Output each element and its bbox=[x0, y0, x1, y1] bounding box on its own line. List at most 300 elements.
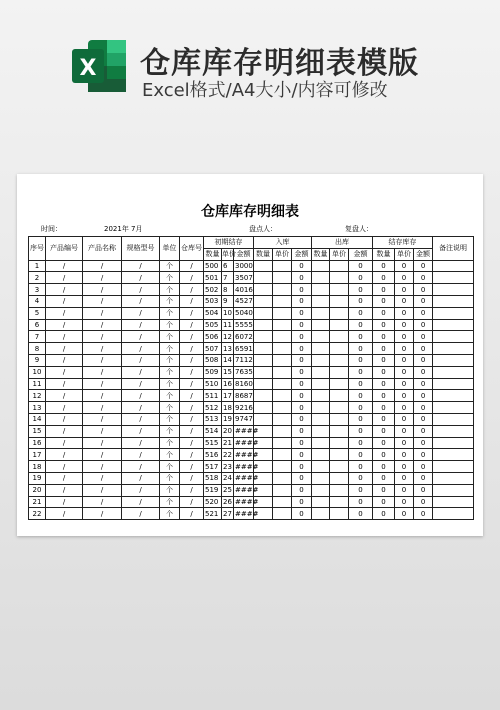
closing-amount-cell: 0 bbox=[414, 331, 433, 343]
warehouse-cell: / bbox=[180, 508, 204, 520]
warehouse-cell: / bbox=[180, 307, 204, 319]
closing-qty-cell: 0 bbox=[373, 343, 395, 355]
product-name-cell: / bbox=[83, 272, 122, 284]
product-code-cell: / bbox=[46, 425, 83, 437]
opening-qty-cell: 521 bbox=[204, 508, 222, 520]
table-row bbox=[29, 437, 474, 449]
opening-qty-cell: 508 bbox=[204, 354, 222, 366]
closing-amount-cell: 0 bbox=[414, 425, 433, 437]
product-code-cell: / bbox=[46, 307, 83, 319]
banner-subtitle: Excel格式/A4大小/内容可修改 bbox=[142, 80, 388, 101]
outbound-qty-cell bbox=[312, 472, 330, 484]
product-name-cell: / bbox=[83, 343, 122, 355]
closing-amount-cell: 0 bbox=[414, 295, 433, 307]
warehouse-cell: / bbox=[180, 284, 204, 296]
inbound-amount-cell: 0 bbox=[292, 378, 312, 390]
closing-qty-cell: 0 bbox=[373, 484, 395, 496]
outbound-qty-cell bbox=[312, 260, 330, 272]
sheet-title: 仓库库存明细表 bbox=[201, 204, 299, 220]
opening-price-cell: 8 bbox=[222, 284, 234, 296]
closing-price-cell: 0 bbox=[395, 272, 414, 284]
outbound-amount-cell: 0 bbox=[349, 508, 373, 520]
unit-cell: 个 bbox=[160, 425, 180, 437]
row-number-cell: 14 bbox=[29, 413, 46, 425]
row-number-cell: 12 bbox=[29, 390, 46, 402]
inbound-amount-cell: 0 bbox=[292, 449, 312, 461]
spec-cell: / bbox=[122, 508, 160, 520]
opening-amount-cell: #### bbox=[235, 427, 259, 436]
product-code-cell: / bbox=[46, 437, 83, 449]
outbound-qty-cell bbox=[312, 295, 330, 307]
opening-amount-cell: 9747 bbox=[235, 415, 253, 424]
spec-cell: / bbox=[122, 307, 160, 319]
opening-price-cell: 6 bbox=[222, 260, 234, 272]
remarks-cell bbox=[433, 272, 474, 284]
inbound-amount-cell: 0 bbox=[292, 461, 312, 473]
opening-amount-cell: 4016 bbox=[235, 285, 253, 294]
row-number-cell: 15 bbox=[29, 425, 46, 437]
opening-amount-cell: 8687 bbox=[235, 391, 253, 400]
inbound-amount-cell: 0 bbox=[292, 508, 312, 520]
closing-qty-cell: 0 bbox=[373, 295, 395, 307]
outbound-price-cell bbox=[330, 496, 349, 508]
outbound-price-cell bbox=[330, 307, 349, 319]
spec-cell: / bbox=[122, 402, 160, 414]
closing-price-cell: 0 bbox=[395, 425, 414, 437]
remarks-cell bbox=[433, 402, 474, 414]
closing-price-cell: 0 bbox=[395, 402, 414, 414]
product-name-cell: / bbox=[83, 307, 122, 319]
closing-price-cell: 0 bbox=[395, 449, 414, 461]
inbound-price-cell bbox=[273, 413, 292, 425]
product-code-cell: / bbox=[46, 284, 83, 296]
product-code-cell: / bbox=[46, 508, 83, 520]
counter-label: 盘点人： bbox=[249, 225, 277, 233]
opening-qty-cell: 514 bbox=[204, 425, 222, 437]
opening-amount-cell: #### bbox=[235, 462, 259, 471]
warehouse-cell: / bbox=[180, 461, 204, 473]
inbound-amount-cell: 0 bbox=[292, 413, 312, 425]
product-name-cell: / bbox=[83, 413, 122, 425]
closing-price-cell: 0 bbox=[395, 319, 414, 331]
closing-qty-cell: 0 bbox=[373, 260, 395, 272]
opening-qty-cell: 518 bbox=[204, 472, 222, 484]
outbound-qty-cell bbox=[312, 437, 330, 449]
opening-price-cell: 11 bbox=[223, 320, 232, 329]
product-code-cell: / bbox=[46, 319, 83, 331]
outbound-amount-cell: 0 bbox=[349, 284, 373, 296]
product-name-cell: / bbox=[83, 390, 122, 402]
closing-amount-cell: 0 bbox=[414, 354, 433, 366]
product-name-cell: / bbox=[83, 437, 122, 449]
unit-cell: 个 bbox=[160, 472, 180, 484]
warehouse-cell: / bbox=[180, 331, 204, 343]
outbound-price-cell bbox=[330, 425, 349, 437]
col-header-unit: 单位 bbox=[160, 237, 180, 261]
opening-amount-cell: 3507 bbox=[235, 273, 253, 282]
inbound-qty-cell bbox=[254, 307, 273, 319]
outbound-amount-cell: 0 bbox=[349, 343, 373, 355]
product-name-cell: / bbox=[83, 260, 122, 272]
warehouse-cell: / bbox=[180, 402, 204, 414]
opening-price-cell: 23 bbox=[223, 462, 232, 471]
outbound-qty-cell bbox=[312, 378, 330, 390]
product-name-cell: / bbox=[83, 331, 122, 343]
row-number-cell: 16 bbox=[29, 437, 46, 449]
inbound-price-cell bbox=[273, 484, 292, 496]
opening-qty-cell: 505 bbox=[204, 319, 222, 331]
opening-amount-cell: #### bbox=[235, 438, 259, 447]
outbound-qty-cell bbox=[312, 425, 330, 437]
row-number-cell: 6 bbox=[29, 319, 46, 331]
remarks-cell bbox=[433, 390, 474, 402]
table-row bbox=[29, 284, 474, 296]
inbound-amount-cell: 0 bbox=[292, 284, 312, 296]
spec-cell: / bbox=[122, 472, 160, 484]
warehouse-cell: / bbox=[180, 319, 204, 331]
closing-amount-cell: 0 bbox=[414, 508, 433, 520]
closing-amount-cell: 0 bbox=[414, 437, 433, 449]
closing-price-cell: 0 bbox=[395, 354, 414, 366]
closing-amount-cell: 0 bbox=[414, 484, 433, 496]
closing-amount-cell: 0 bbox=[414, 413, 433, 425]
outbound-price-cell bbox=[330, 449, 349, 461]
outbound-qty-cell bbox=[312, 496, 330, 508]
outbound-amount-cell: 0 bbox=[349, 378, 373, 390]
table-row bbox=[29, 484, 474, 496]
opening-qty-cell: 512 bbox=[204, 402, 222, 414]
banner bbox=[0, 0, 500, 160]
spec-cell: / bbox=[122, 378, 160, 390]
table-row bbox=[29, 307, 474, 319]
unit-cell: 个 bbox=[160, 484, 180, 496]
outbound-amount-cell: 0 bbox=[349, 366, 373, 378]
spec-cell: / bbox=[122, 260, 160, 272]
remarks-cell bbox=[433, 378, 474, 390]
outbound-price-cell bbox=[330, 260, 349, 272]
outbound-qty-cell bbox=[312, 402, 330, 414]
inbound-qty-cell bbox=[254, 354, 273, 366]
opening-price-cell: 21 bbox=[223, 438, 232, 447]
table-row bbox=[29, 331, 474, 343]
spec-cell: / bbox=[122, 295, 160, 307]
inbound-amount-cell: 0 bbox=[292, 331, 312, 343]
remarks-cell bbox=[433, 284, 474, 296]
row-number-cell: 3 bbox=[29, 284, 46, 296]
opening-price-cell: 15 bbox=[223, 368, 232, 377]
outbound-price-cell bbox=[330, 319, 349, 331]
col-header-name: 产品名称 bbox=[83, 237, 122, 261]
product-code-cell: / bbox=[46, 413, 83, 425]
closing-qty-cell: 0 bbox=[373, 319, 395, 331]
opening-amount-cell: #### bbox=[235, 509, 259, 518]
unit-cell: 个 bbox=[160, 508, 180, 520]
product-code-cell: / bbox=[46, 461, 83, 473]
row-number-cell: 1 bbox=[29, 260, 46, 272]
inbound-price-cell bbox=[273, 402, 292, 414]
spec-cell: / bbox=[122, 425, 160, 437]
closing-qty-cell: 0 bbox=[373, 284, 395, 296]
outbound-price-cell bbox=[330, 437, 349, 449]
closing-qty-cell: 0 bbox=[373, 437, 395, 449]
outbound-price-cell bbox=[330, 508, 349, 520]
inbound-price-cell bbox=[273, 307, 292, 319]
product-code-cell: / bbox=[46, 295, 83, 307]
unit-cell: 个 bbox=[160, 496, 180, 508]
opening-qty-cell: 516 bbox=[204, 449, 222, 461]
opening-qty-cell: 517 bbox=[204, 461, 222, 473]
outbound-amount-cell: 0 bbox=[349, 484, 373, 496]
closing-qty-cell: 0 bbox=[373, 272, 395, 284]
table-row bbox=[29, 425, 474, 437]
time-label: 时间： bbox=[41, 225, 62, 233]
product-name-cell: / bbox=[83, 508, 122, 520]
closing-amount-cell: 0 bbox=[414, 319, 433, 331]
time-value: 2021年 7月 bbox=[104, 225, 143, 233]
table-row bbox=[29, 295, 474, 307]
opening-qty-cell: 515 bbox=[204, 437, 222, 449]
unit-cell: 个 bbox=[160, 390, 180, 402]
product-name-cell: / bbox=[83, 461, 122, 473]
product-code-cell: / bbox=[46, 472, 83, 484]
outbound-amount-cell: 0 bbox=[349, 354, 373, 366]
logo-letter: X bbox=[79, 56, 97, 81]
inbound-amount-cell: 0 bbox=[292, 472, 312, 484]
product-name-cell: / bbox=[83, 484, 122, 496]
opening-amount-cell: 7112 bbox=[235, 356, 253, 365]
outbound-price-cell bbox=[330, 343, 349, 355]
outbound-qty-cell bbox=[312, 508, 330, 520]
row-number-cell: 17 bbox=[29, 449, 46, 461]
table-row bbox=[29, 366, 474, 378]
sub-header-amount: 金额 bbox=[414, 248, 433, 260]
inbound-qty-cell bbox=[254, 343, 273, 355]
closing-amount-cell: 0 bbox=[414, 307, 433, 319]
unit-cell: 个 bbox=[160, 331, 180, 343]
col-header-warehouse: 仓库号 bbox=[180, 237, 204, 261]
product-code-cell: / bbox=[46, 331, 83, 343]
closing-amount-cell: 0 bbox=[414, 343, 433, 355]
col-header-no: 序号 bbox=[29, 237, 46, 261]
inbound-price-cell bbox=[273, 295, 292, 307]
unit-cell: 个 bbox=[160, 402, 180, 414]
sub-header-qty: 数量 bbox=[313, 250, 328, 259]
sub-header-qty: 数量 bbox=[205, 250, 220, 259]
inbound-qty-cell bbox=[254, 413, 273, 425]
outbound-amount-cell: 0 bbox=[349, 425, 373, 437]
product-name-cell: / bbox=[83, 425, 122, 437]
opening-price-cell: 13 bbox=[223, 344, 232, 353]
opening-price-cell: 18 bbox=[223, 403, 232, 412]
warehouse-cell: / bbox=[180, 472, 204, 484]
remarks-cell bbox=[433, 437, 474, 449]
remarks-cell bbox=[433, 413, 474, 425]
closing-amount-cell: 0 bbox=[414, 402, 433, 414]
outbound-price-cell bbox=[330, 295, 349, 307]
sub-header-amount: 金额 bbox=[349, 248, 373, 260]
unit-cell: 个 bbox=[160, 319, 180, 331]
inbound-amount-cell: 0 bbox=[292, 484, 312, 496]
warehouse-cell: / bbox=[180, 425, 204, 437]
spec-cell: / bbox=[122, 366, 160, 378]
closing-amount-cell: 0 bbox=[414, 284, 433, 296]
outbound-price-cell bbox=[330, 366, 349, 378]
closing-price-cell: 0 bbox=[395, 343, 414, 355]
remarks-cell bbox=[433, 354, 474, 366]
spec-cell: / bbox=[122, 284, 160, 296]
opening-price-cell: 16 bbox=[223, 379, 232, 388]
product-name-cell: / bbox=[83, 402, 122, 414]
closing-amount-cell: 0 bbox=[414, 461, 433, 473]
outbound-price-cell bbox=[330, 354, 349, 366]
closing-price-cell: 0 bbox=[395, 284, 414, 296]
closing-qty-cell: 0 bbox=[373, 472, 395, 484]
inbound-price-cell bbox=[273, 378, 292, 390]
unit-cell: 个 bbox=[160, 295, 180, 307]
sub-header-amount: 金额 bbox=[234, 248, 254, 260]
product-code-cell: / bbox=[46, 366, 83, 378]
closing-qty-cell: 0 bbox=[373, 425, 395, 437]
inbound-qty-cell bbox=[254, 378, 273, 390]
closing-qty-cell: 0 bbox=[373, 378, 395, 390]
closing-price-cell: 0 bbox=[395, 508, 414, 520]
inbound-price-cell bbox=[273, 354, 292, 366]
outbound-amount-cell: 0 bbox=[349, 413, 373, 425]
outbound-amount-cell: 0 bbox=[349, 461, 373, 473]
col-header-spec: 规格型号 bbox=[122, 237, 160, 261]
closing-amount-cell: 0 bbox=[414, 390, 433, 402]
closing-price-cell: 0 bbox=[395, 307, 414, 319]
spec-cell: / bbox=[122, 319, 160, 331]
opening-price-cell: 24 bbox=[223, 474, 232, 483]
closing-price-cell: 0 bbox=[395, 378, 414, 390]
spec-cell: / bbox=[122, 272, 160, 284]
inbound-amount-cell: 0 bbox=[292, 272, 312, 284]
closing-price-cell: 0 bbox=[395, 496, 414, 508]
product-name-cell: / bbox=[83, 472, 122, 484]
outbound-qty-cell bbox=[312, 390, 330, 402]
warehouse-cell: / bbox=[180, 366, 204, 378]
table-row bbox=[29, 390, 474, 402]
spec-cell: / bbox=[122, 331, 160, 343]
opening-amount-cell: 4527 bbox=[235, 297, 253, 306]
unit-cell: 个 bbox=[160, 461, 180, 473]
closing-price-cell: 0 bbox=[395, 461, 414, 473]
warehouse-cell: / bbox=[180, 343, 204, 355]
remarks-cell bbox=[433, 319, 474, 331]
closing-price-cell: 0 bbox=[395, 437, 414, 449]
col-header-remarks: 备注说明 bbox=[433, 237, 474, 261]
outbound-amount-cell: 0 bbox=[349, 319, 373, 331]
inbound-price-cell bbox=[273, 343, 292, 355]
row-number-cell: 4 bbox=[29, 295, 46, 307]
product-name-cell: / bbox=[83, 354, 122, 366]
closing-price-cell: 0 bbox=[395, 295, 414, 307]
inbound-price-cell bbox=[273, 390, 292, 402]
product-name-cell: / bbox=[83, 366, 122, 378]
opening-price-cell: 26 bbox=[223, 497, 232, 506]
spec-cell: / bbox=[122, 413, 160, 425]
product-name-cell: / bbox=[83, 319, 122, 331]
row-number-cell: 8 bbox=[29, 343, 46, 355]
opening-amount-cell: 6591 bbox=[235, 344, 253, 353]
spec-cell: / bbox=[122, 496, 160, 508]
opening-amount-cell: 6072 bbox=[235, 332, 253, 341]
inbound-price-cell bbox=[273, 366, 292, 378]
outbound-qty-cell bbox=[312, 484, 330, 496]
outbound-qty-cell bbox=[312, 461, 330, 473]
opening-price-cell: 25 bbox=[223, 486, 232, 495]
remarks-cell bbox=[433, 307, 474, 319]
table-row bbox=[29, 472, 474, 484]
product-code-cell: / bbox=[46, 343, 83, 355]
inbound-amount-cell: 0 bbox=[292, 425, 312, 437]
outbound-qty-cell bbox=[312, 331, 330, 343]
warehouse-cell: / bbox=[180, 496, 204, 508]
row-number-cell: 18 bbox=[29, 461, 46, 473]
outbound-amount-cell: 0 bbox=[349, 449, 373, 461]
unit-cell: 个 bbox=[160, 413, 180, 425]
outbound-qty-cell bbox=[312, 413, 330, 425]
inbound-amount-cell: 0 bbox=[292, 295, 312, 307]
opening-qty-cell: 509 bbox=[204, 366, 222, 378]
closing-amount-cell: 0 bbox=[414, 496, 433, 508]
remarks-cell bbox=[433, 461, 474, 473]
sub-header-qty: 数量 bbox=[373, 248, 395, 260]
closing-qty-cell: 0 bbox=[373, 496, 395, 508]
warehouse-cell: / bbox=[180, 295, 204, 307]
opening-amount-cell: 9216 bbox=[235, 403, 253, 412]
unit-cell: 个 bbox=[160, 437, 180, 449]
opening-price-cell: 17 bbox=[223, 391, 232, 400]
inbound-price-cell bbox=[273, 331, 292, 343]
warehouse-cell: / bbox=[180, 413, 204, 425]
inventory-table bbox=[28, 236, 474, 520]
spec-cell: / bbox=[122, 343, 160, 355]
table-row bbox=[29, 496, 474, 508]
inbound-price-cell bbox=[273, 508, 292, 520]
remarks-cell bbox=[433, 425, 474, 437]
table-row bbox=[29, 378, 474, 390]
outbound-amount-cell: 0 bbox=[349, 295, 373, 307]
outbound-price-cell bbox=[330, 402, 349, 414]
table-row bbox=[29, 449, 474, 461]
inbound-price-cell bbox=[273, 461, 292, 473]
closing-qty-cell: 0 bbox=[373, 390, 395, 402]
opening-amount-cell: #### bbox=[235, 486, 259, 495]
col-header-outbound: 出库 bbox=[312, 237, 373, 249]
opening-price-cell: 12 bbox=[223, 332, 232, 341]
opening-qty-cell: 501 bbox=[204, 272, 222, 284]
opening-qty-cell: 500 bbox=[204, 260, 222, 272]
closing-qty-cell: 0 bbox=[373, 508, 395, 520]
outbound-qty-cell bbox=[312, 272, 330, 284]
outbound-qty-cell bbox=[312, 319, 330, 331]
outbound-amount-cell: 0 bbox=[349, 390, 373, 402]
closing-price-cell: 0 bbox=[395, 260, 414, 272]
opening-amount-cell: 7635 bbox=[235, 368, 253, 377]
unit-cell: 个 bbox=[160, 343, 180, 355]
closing-amount-cell: 0 bbox=[414, 472, 433, 484]
closing-amount-cell: 0 bbox=[414, 449, 433, 461]
spec-cell: / bbox=[122, 461, 160, 473]
opening-qty-cell: 510 bbox=[204, 378, 222, 390]
product-code-cell: / bbox=[46, 378, 83, 390]
table-body bbox=[29, 260, 474, 520]
table-row bbox=[29, 260, 474, 272]
inbound-amount-cell: 0 bbox=[292, 366, 312, 378]
closing-amount-cell: 0 bbox=[414, 260, 433, 272]
